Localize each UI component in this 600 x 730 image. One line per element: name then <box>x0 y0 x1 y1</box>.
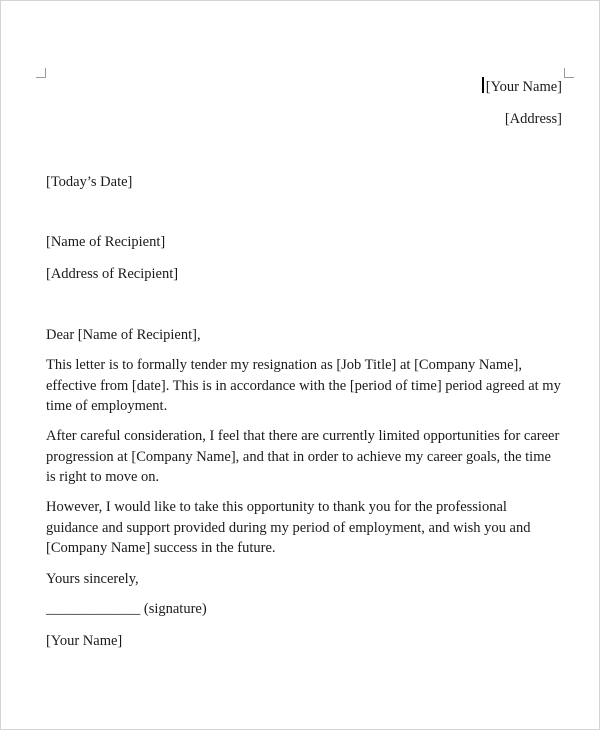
body-paragraph-2: After careful consideration, I feel that there are currently limited opportunities for career progression at [Company Name], and that in order to achieve my career goals, the time is right to move on. <box>46 428 560 485</box>
recipient-name: [Name of Recipient] <box>46 234 166 250</box>
margin-corner-top-left <box>36 68 46 78</box>
sender-address: [Address] <box>504 111 562 127</box>
sender-name: [Your Name] <box>485 79 562 95</box>
text-cursor <box>482 77 484 93</box>
margin-corner-top-right <box>564 68 574 78</box>
signature-line: _____________ (signature) <box>46 601 207 617</box>
letter-date: [Today’s Date] <box>46 174 133 190</box>
closing: Yours sincerely, <box>46 571 139 587</box>
body-paragraph-1: This letter is to formally tender my resignation as [Job Title] at [Company Name], effective from [date]. This is in accordance with the [period of time] period agreed at my time of employment. <box>46 357 561 414</box>
signoff-name: [Your Name] <box>46 633 123 649</box>
body-paragraph-3: However, I would like to take this opportunity to thank you for the professional guidance and support provided during my period of employment, and wish you and [Company Name] success in the future. <box>46 499 531 556</box>
sender-name-line <box>482 77 562 97</box>
recipient-address: [Address of Recipient] <box>46 266 179 282</box>
salutation: Dear [Name of Recipient], <box>46 327 201 343</box>
